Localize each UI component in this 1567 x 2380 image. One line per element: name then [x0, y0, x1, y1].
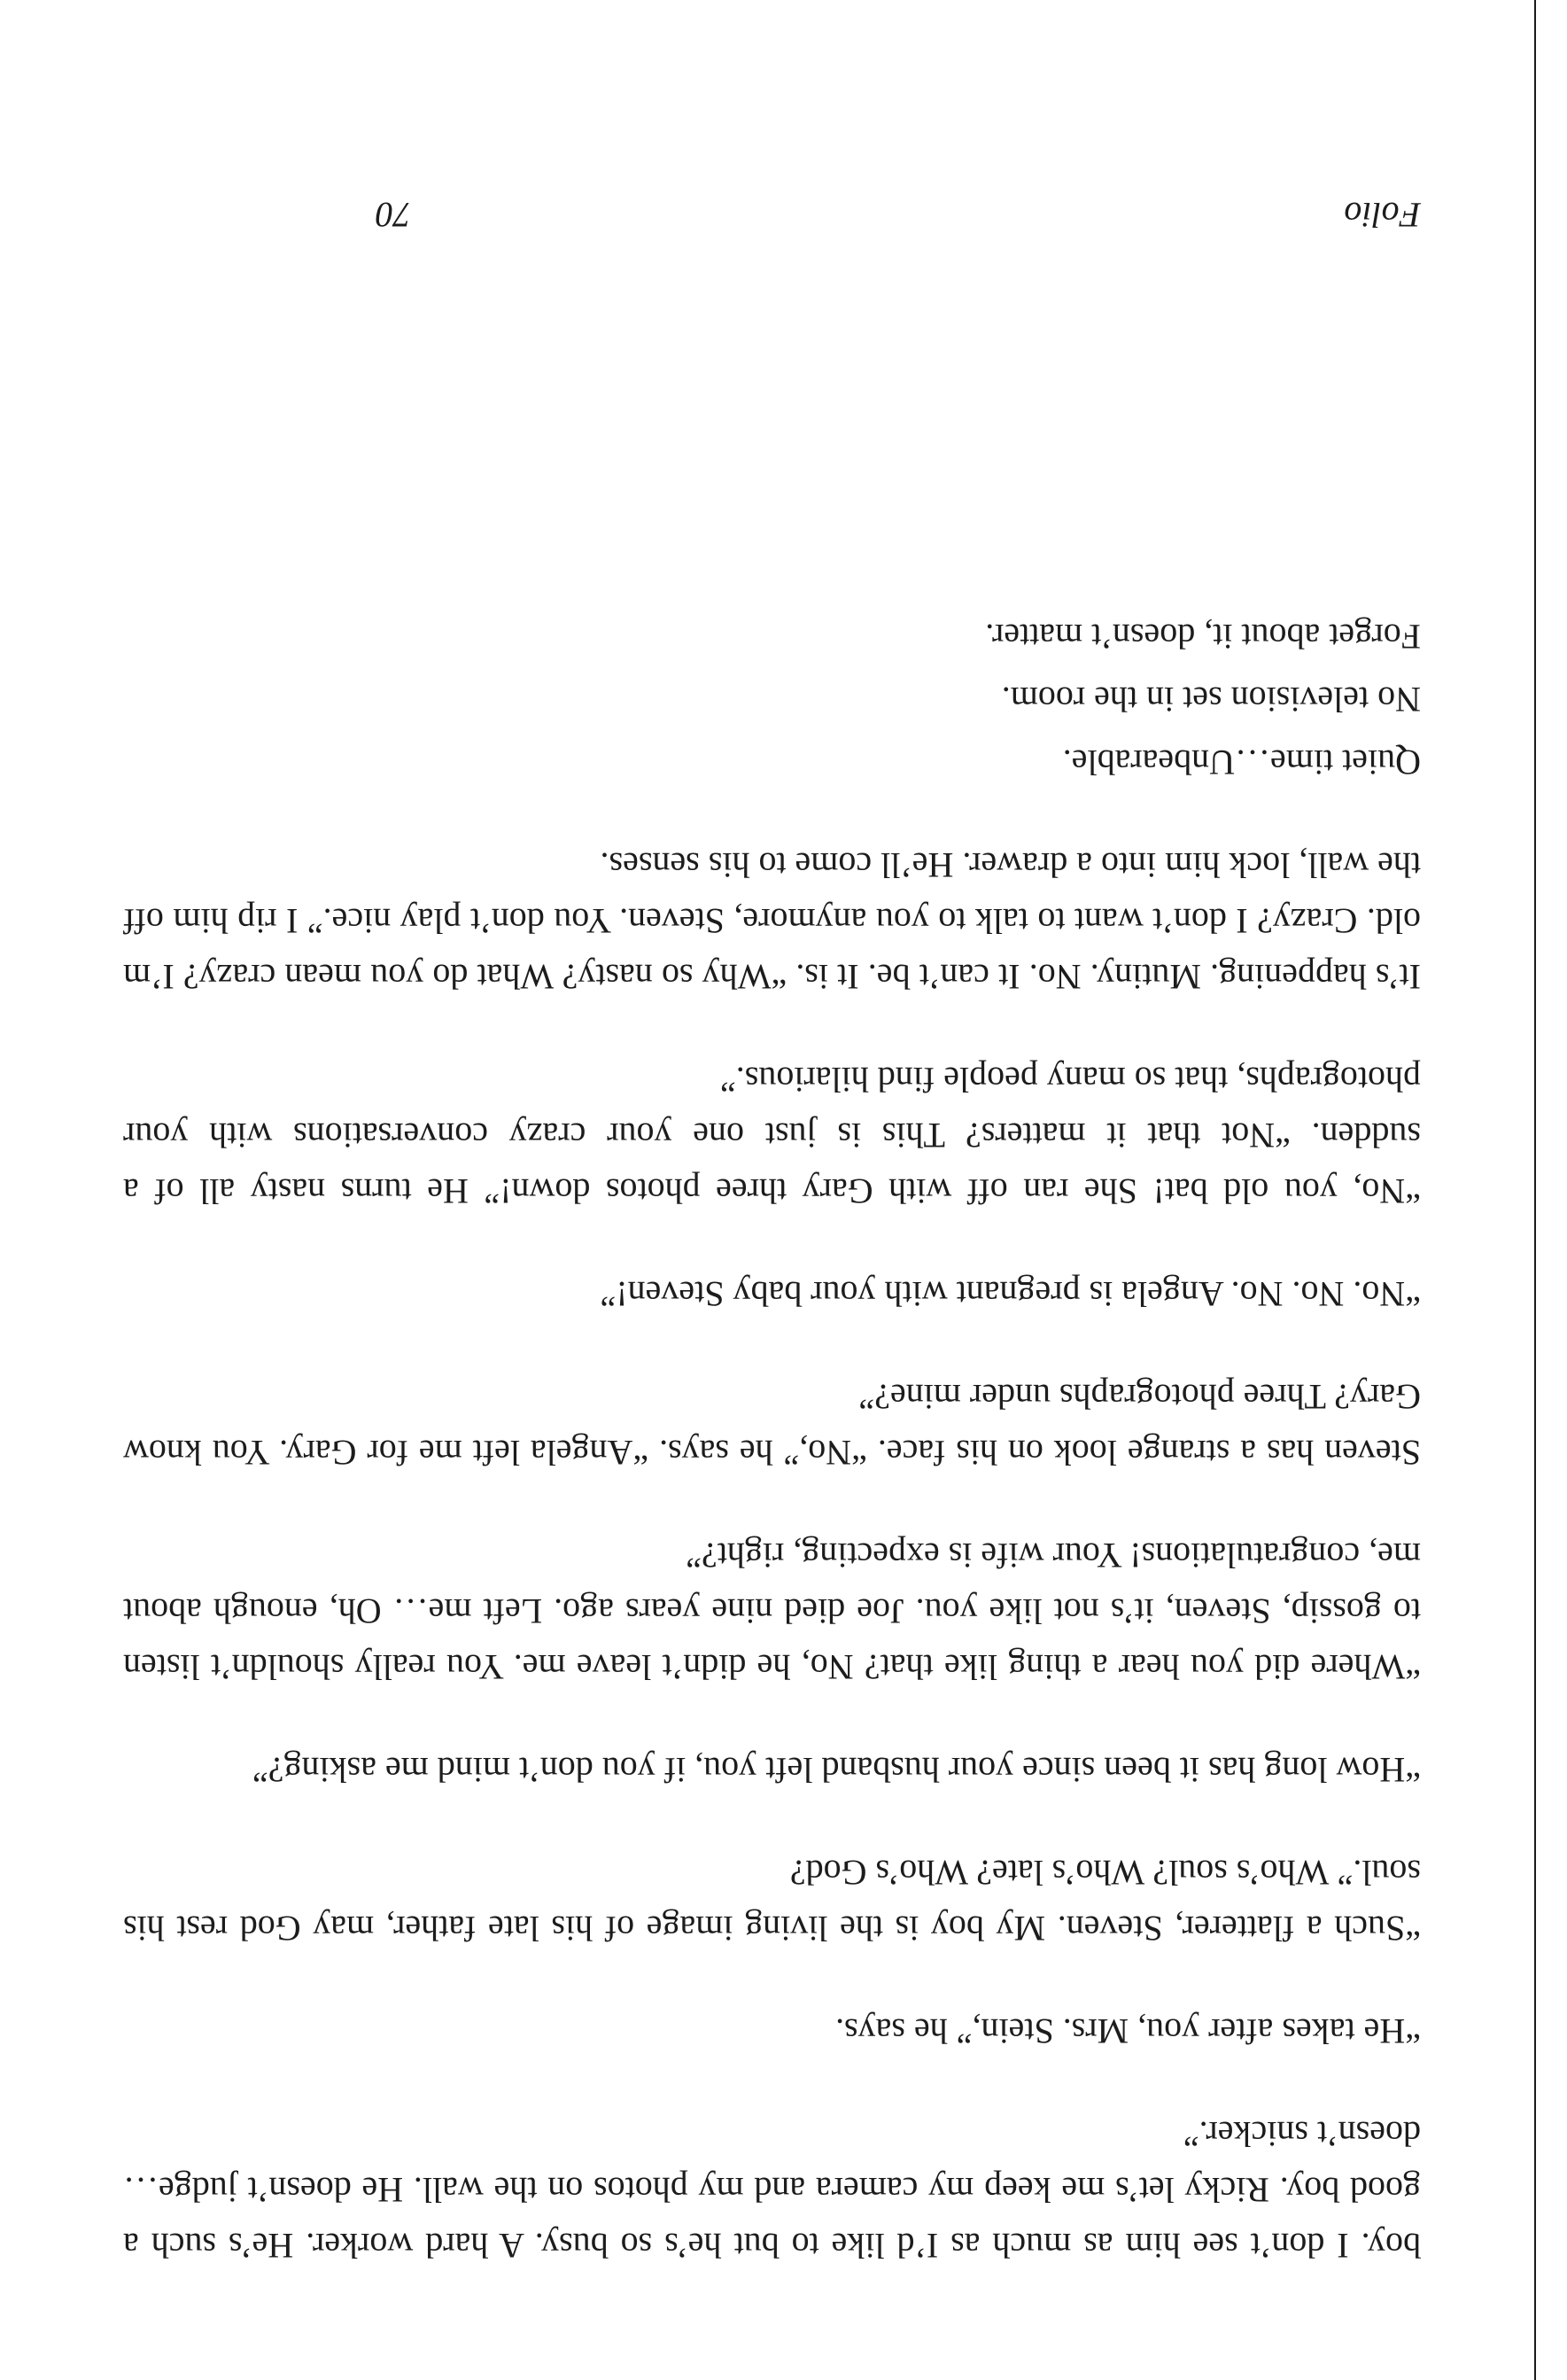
paragraph: Quiet time…Unbearable. — [1062, 743, 1421, 782]
paragraph: “He takes after you, Mrs. Stein,” he says. — [835, 2011, 1421, 2051]
page-number: 70 — [376, 195, 411, 235]
paragraph: “No, you old bat! She ran off with Gary three photos down!” He turns nasty all of a sudden. “Not that it matters? This is just one your crazy conversations with your photographs, that so many people find hilarious.” — [123, 1060, 1421, 1211]
body-text — [123, 602, 1421, 2274]
paragraph: “No. No. No. Angela is pregnant with your baby Steven!” — [600, 1274, 1421, 1314]
paragraph: No television set in the room. — [1001, 680, 1421, 719]
paragraph: Steven has a strange look on his face. “No,” he says. “Angela left me for Gary. You know Gary? Three photographs under mine?” — [123, 1377, 1421, 1473]
page-footer — [123, 174, 1421, 236]
paragraph: “Such a flatterer, Steven. My boy is the living image of his late father, may God rest his soul.” Who’s soul? Who’s late? Who’s God? — [123, 1853, 1421, 1948]
paragraph: “How long has it been since your husband left you, if you don’t mind me asking?” — [252, 1750, 1421, 1790]
paragraph: Forget about it, doesn’t matter. — [985, 617, 1421, 657]
paragraph: It’s happening. Mutiny. No. It can’t be. It is. “Why so nasty? What do you mean crazy? I’m old. Crazy? I don’t want to talk to you anymore, Steven. You don’t play nice.” I rip him off the wall, lock him into a drawer. He’ll come to his senses. — [123, 845, 1421, 997]
paragraph: boy. I don’t see him as much as I’d like to but he’s so busy. A hard worker. He’s such a good boy. Ricky let’s me keep my camera and my photos on the wall. He doesn’t judge…doesn’t snicker.” — [123, 2114, 1421, 2266]
folio-label: Folio — [1344, 195, 1421, 235]
paragraph: “Where did you hear a thing like that? No, he didn’t leave me. You really shouldn’t listen to gossip, Steven, it’s not like you. Joe died nine years ago. Left me… Oh, enough about me, congratulations! Your wife is expecting, right?” — [123, 1536, 1421, 1687]
